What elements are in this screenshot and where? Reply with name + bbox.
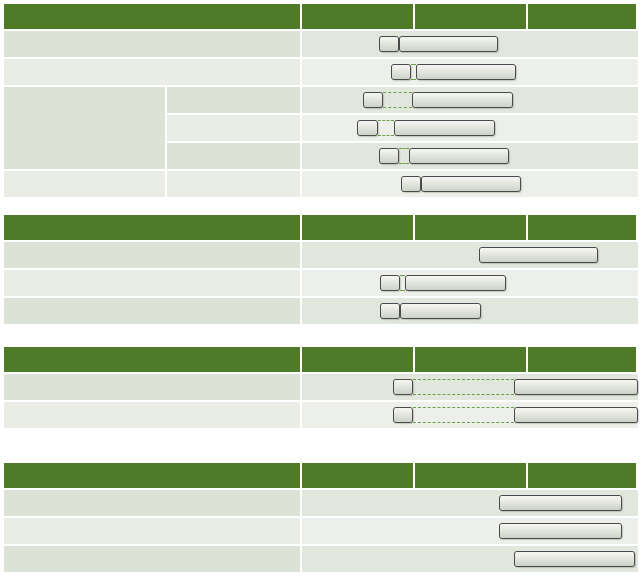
row-label [4,298,300,324]
range-link [413,407,514,408]
section-title [4,215,300,240]
range-link [399,148,409,149]
range-link [378,120,394,121]
range-link [411,64,415,65]
row-sublabel [167,143,300,169]
row-label [4,31,300,57]
range-bar-high [409,148,510,164]
range-bar-high [399,36,498,52]
range-link [413,422,514,423]
column-header-increase [528,347,636,372]
row-label [4,518,300,544]
row-label [4,490,300,516]
range-bar-high [405,275,506,291]
row-label [4,171,165,197]
column-header-increase [528,463,636,488]
column-header-decrease [302,463,413,488]
column-header-decrease [302,4,413,29]
column-header-stable [415,347,526,372]
range-link [413,394,514,395]
range-bar-high [412,92,513,108]
range-bar-low [391,64,411,80]
group-label [4,87,165,169]
range-bar-low [380,303,400,319]
range-bar-low [379,148,399,164]
row-label [4,242,300,268]
section-title [4,4,300,29]
range-bar-high [400,303,481,319]
range-link [411,79,415,80]
column-header-stable [415,215,526,240]
row-label [4,402,300,428]
section-title [4,347,300,372]
range-bar-high [421,176,521,192]
range-link [400,290,405,291]
range-bar [499,495,622,511]
range-bar-low [401,176,421,192]
range-link [383,107,412,108]
range-link [413,379,514,380]
range-bar-high [416,64,517,80]
range-bar-low [393,407,413,423]
column-header-stable [415,4,526,29]
range-bar-low [393,379,413,395]
range-bar [514,551,634,567]
range-bar-high [514,407,638,423]
range-bar-low [380,275,400,291]
range-link [383,92,412,93]
column-header-increase [528,4,636,29]
range-bar [499,523,622,539]
row-sublabel [167,115,300,141]
column-header-increase [528,215,636,240]
row-label [4,59,300,85]
row-sublabel [167,87,300,113]
range-bar-low [363,92,383,108]
column-header-decrease [302,215,413,240]
section-title [4,463,300,488]
range-link [378,135,394,136]
range-bar-high [394,120,495,136]
row-label [4,546,300,572]
range-bar [479,247,598,263]
range-link [399,163,409,164]
column-header-decrease [302,347,413,372]
range-bar-low [357,120,377,136]
column-header-stable [415,463,526,488]
range-bar-low [379,36,399,52]
row-label [4,374,300,400]
range-bar-high [514,379,638,395]
row-label-blank [167,171,300,197]
row-label [4,270,300,296]
